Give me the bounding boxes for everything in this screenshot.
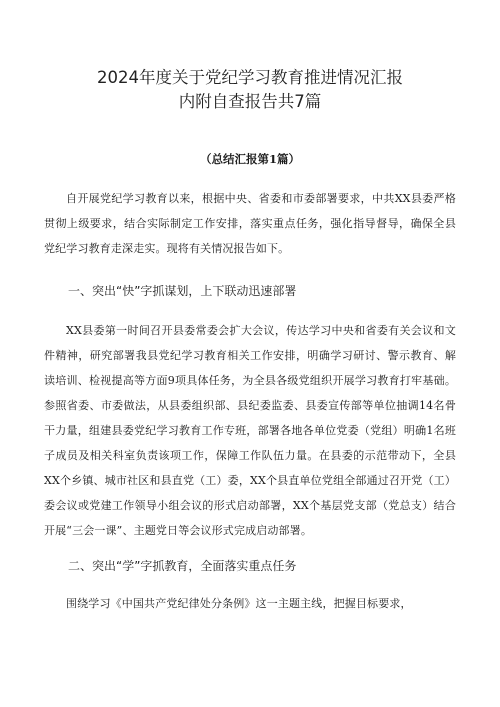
title-line-2: 内附自查报告共7篇 <box>178 92 322 111</box>
title-line-1: 2024年度关于党纪学习教育推进情况汇报 <box>97 68 403 87</box>
intro-paragraph: 自开展党纪学习教育以来，根据中央、省委和市委部署要求，中共XX县委严格贯彻上级要求，结合实际制定工作安排，落实重点任务，强化指导督导，确保全县党纪学习教育走深走实。现将有关情况报告如下。 <box>44 192 456 255</box>
document-title <box>44 0 456 114</box>
section-1-paragraph: XX县委第一时间召开县委常委会扩大会议，传达学习中央和省委有关会议和文件精神，研究部署我县党纪学习教育相关工作安排，明确学习研讨、警示教育、解读培训、检视提高等方面9项具体任务，为全县各级党组织开展学习教育打牢基础。参照省委、市委做法，从县委组织部、县纪委监委、县委宣传部等单位抽调14名骨干力量，组建县委党纪学习教育工作专班，部署各地各单位党委（党组）明确1名班子成员及相关科室负责该项工作，保障工作队伍力量。在县委的示范带动下，全县XX个乡镇、城市社区和县直党（工）委，XX个县直单位党组全部通过召开党（工）委会议或党建工作领导小组会议的形式启动部署，XX个基层党支部（党总支）结合开展“三会一课”、主题党日等会议形式完成启动部署。 <box>44 324 456 537</box>
section-1-heading: 一、突出“快”字抓谋划，上下联动迅速部署 <box>68 284 297 298</box>
section-2-paragraph: 围绕学习《中国共产党纪律处分条例》这一主题主线，把握目标要求， <box>66 597 412 610</box>
section-2-heading: 二、突出“学”字抓教育，全面落实重点任务 <box>68 559 297 573</box>
document-subtitle: （总结汇报第1篇） <box>199 152 300 166</box>
